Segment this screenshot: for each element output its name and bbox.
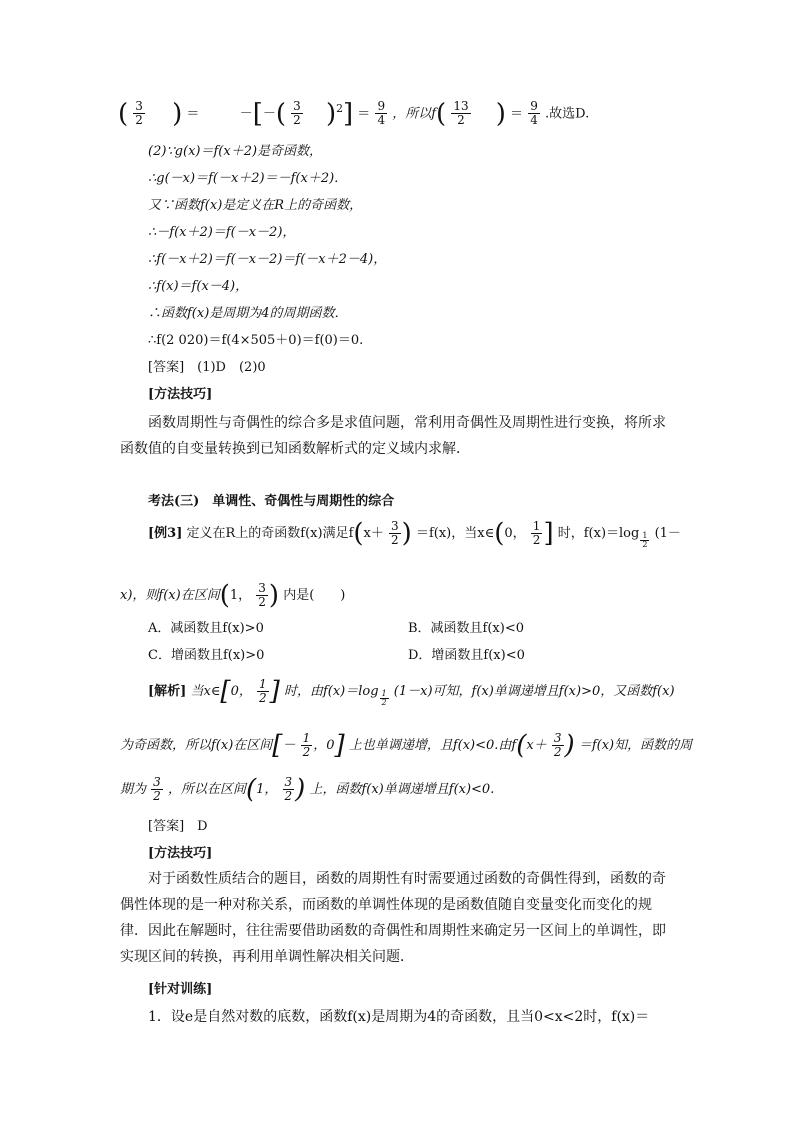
- fraction: $\frac{1}{2}$: [532, 519, 541, 547]
- fraction: $\frac{3}{2}$: [284, 775, 293, 803]
- section-heading: 考法(三) 单调性、奇偶性与周期性的综合: [148, 494, 395, 509]
- solution-line: ∴－f(x＋2)＝f(－x－2)，: [148, 225, 296, 240]
- fraction: $\frac{3}{2}$: [258, 581, 266, 609]
- question-1: 1．设e是自然对数的底数，函数f(x)是周期为4的奇函数，且当0<x<2时，f(x)＝: [148, 1009, 650, 1025]
- solution-line: 又∵函数f(x)是定义在R上的奇函数，: [148, 198, 363, 213]
- analysis-line: 期为 $\frac{3}{2}$ ，所以在区间(1， $\frac{3}{2}$ ) 上，函数f(x)单调递增且f(x)<0.: [120, 774, 495, 805]
- solution-line: ∴f(2 020)＝f(4×505＋0)＝f(0)＝0.: [148, 333, 364, 348]
- drill-heading: [针对训练]: [148, 982, 213, 997]
- method-paragraph: 对于函数性质结合的题目，函数的周期性有时需要通过函数的奇偶性得到，函数的奇偶性体现的是一种对称关系，而函数的单调性体现的是函数值随自变量变化而变化的规律．因此在解题时，往往需要借助函数的奇偶性和周期性来确定另一区间上的单调性，即实现区间的转换，再利用单调性解决相关问题．: [120, 871, 666, 965]
- log-base: 1 2: [381, 689, 387, 707]
- fraction: $\frac{3}{2}$: [391, 519, 399, 547]
- method-heading: [方法技巧]: [148, 846, 213, 861]
- left-paren: (: [118, 98, 129, 129]
- solution-line: (2)∵g(x)＝f(x＋2)是奇函数，: [148, 144, 323, 159]
- example3-line: x)，则f(x)在区间(1， $\frac{3}{2}$ ) 内是( ): [120, 580, 346, 611]
- method-paragraph: 函数周期性与奇偶性的综合多是求值问题，常利用奇偶性及周期性进行变换，将所求函数值的自变量转换到已知函数解析式的定义域内求解．: [120, 415, 666, 457]
- solution-line: ∴函数f(x)是周期为4的周期函数．: [148, 306, 348, 321]
- top-formula-line: ( $\frac{3}{2}$ ) ＝ －[－( $\frac{3}{2}$ )$^2$] ＝ $\frac{9}{4}$ ，所以f( $\frac{13}{2}$ ) ＝ $\frac{9}{4}$ .故选D.: [118, 98, 590, 129]
- solution-line: ∴g(－x)＝f(－x＋2)＝－f(x＋2)．: [148, 171, 348, 186]
- fraction: $\frac{9}{4}$: [377, 99, 386, 128]
- analysis-line: 为奇函数，所以f(x)在区间[－ $\frac{1}{2}$ ，0] 上也单调递增，且f(x)<0.由f(x＋ $\frac{3}{2}$ ) ＝f(x)知，函数的周: [120, 730, 693, 761]
- example-label: [例3]: [148, 526, 183, 541]
- option-d: D．增函数且f(x)<0: [408, 648, 525, 663]
- analysis-line: [解析] 当x∈[0， $\frac{1}{2}$ ] 时，由f(x)＝log $_{\frac{1}{2}}$ (1－x)可知，f(x)单调递增且f(x)>0，又函数f(x): [148, 676, 675, 707]
- fraction: $\frac{1}{2}$: [302, 731, 311, 759]
- answer-label: [答案] D: [148, 819, 208, 834]
- option-a: A．减函数且f(x)>0: [148, 621, 264, 636]
- fraction: $\frac{9}{4}$: [530, 99, 538, 128]
- log-base: 1 2: [642, 531, 648, 549]
- fraction: $\frac{3}{2}$: [135, 99, 143, 128]
- equals-sign: ＝: [186, 106, 200, 122]
- fraction: $\frac{3}{2}$: [153, 775, 161, 803]
- solution-line: ∴f(－x＋2)＝f(－x－2)＝f(－x＋2－4)，: [148, 252, 387, 267]
- option-b: B．减函数且f(x)<0: [408, 621, 525, 636]
- fraction: $\frac{3}{2}$: [553, 731, 562, 759]
- solution-line: ∴f(x)＝f(x－4)，: [148, 279, 249, 294]
- example3-line: [例3] 定义在R上的奇函数f(x)满足f(x＋ $\frac{3}{2}$ ) ＝f(x)，当x∈(0， $\frac{1}{2}$ ] 时，f(x)＝log $_{\frac{1}{2}}$ (1－: [148, 518, 681, 549]
- fraction: $\frac{13}{2}$: [453, 99, 469, 128]
- option-c: C．增函数且f(x)>0: [148, 648, 265, 663]
- fraction: $\frac{3}{2}$: [293, 99, 301, 128]
- method-heading: [方法技巧]: [148, 387, 213, 402]
- analysis-label: [解析]: [148, 684, 187, 699]
- answer-label: [答案] (1)D (2)0: [148, 360, 266, 375]
- fraction: $\frac{1}{2}$: [259, 677, 267, 705]
